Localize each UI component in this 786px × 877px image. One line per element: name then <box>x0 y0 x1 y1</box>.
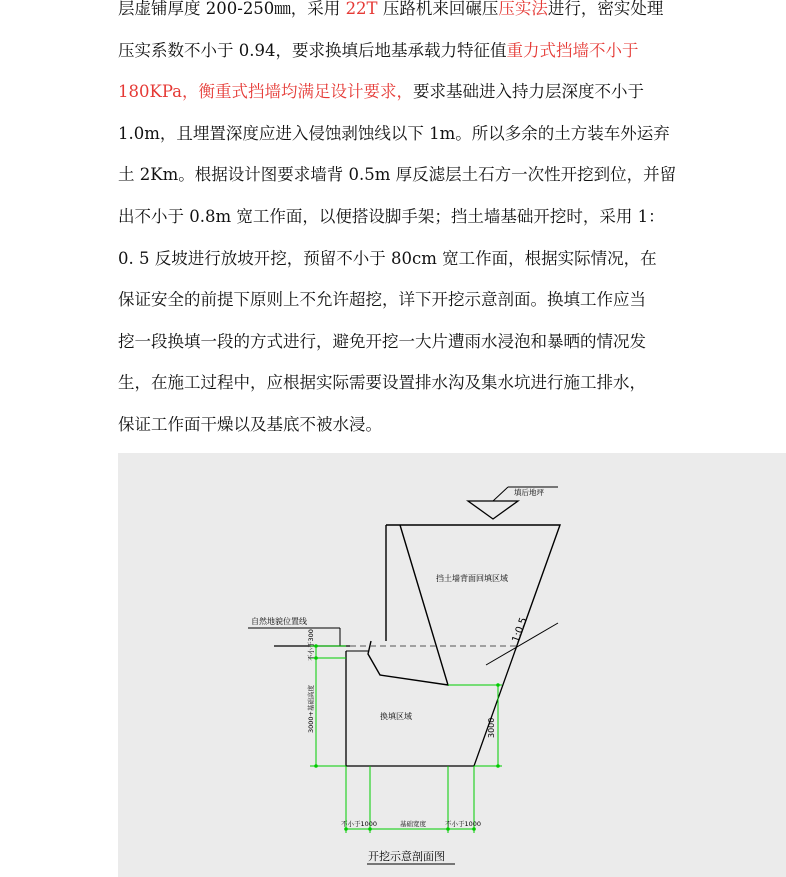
level-leader <box>493 487 508 501</box>
dim-node <box>496 683 500 687</box>
body-paragraph <box>118 0 718 455</box>
bottom-mid-label: 基础宽度 <box>400 820 426 828</box>
text-segment: 保证安全的前提下原则上不允许超挖，详下开挖示意剖面。换填工作应当 <box>118 290 646 310</box>
dim-node <box>314 764 318 768</box>
text-segment: 土 2Km。根据设计图要求墙背 0.5m 厚反滤层土石方一次性开挖到位，并留 <box>118 165 677 185</box>
bottom-left-label: 不小于1000 <box>341 820 378 828</box>
paragraph-line <box>118 413 718 455</box>
highlighted-text: 压实法 <box>498 0 548 18</box>
replacement-zone-label: 换填区域 <box>380 712 412 721</box>
paragraph-line <box>118 371 718 413</box>
paragraph-line <box>118 163 718 205</box>
backfill-zone-outline <box>386 525 560 651</box>
text-segment: 挖一段换填一段的方式进行，避免开挖一大片遭雨水浸泡和暴晒的情况发 <box>118 331 646 351</box>
level-marker-icon <box>468 501 518 519</box>
paragraph-line <box>118 0 718 39</box>
min-300-label: 不小于300 <box>307 629 315 661</box>
paragraph-line <box>118 80 718 122</box>
backfill-zone-label: 挡土墙背面回填区域 <box>436 574 508 583</box>
text-segment: 0. 5 反坡进行放坡开挖，预留不小于 80cm 宽工作面，根据实际情况，在 <box>118 248 657 268</box>
text-segment: 出不小于 0.8m 宽工作面，以便搭设脚手架；挡土墙基础开挖时，采用 1： <box>118 206 665 226</box>
highlighted-text: 22T <box>345 0 378 18</box>
backfill-level-label: 填后地坪 <box>514 488 544 497</box>
text-segment: 压路机来回碾压 <box>377 0 499 18</box>
text-segment: 生，在施工过程中，应根据实际需要设置排水沟及集水坑进行施工排水， <box>118 373 646 393</box>
text-segment: 进行，密实处理 <box>547 0 664 18</box>
highlighted-text: 180KPa，衡重式挡墙均满足设计要求， <box>118 82 414 102</box>
text-segment: 压实系数不小于 0.94，要求换填后地基承载力特征值 <box>118 40 507 60</box>
highlighted-text: 重力式挡墙不小于 <box>506 40 639 60</box>
bottom-right-label: 不小于1000 <box>445 820 482 828</box>
ground-line-label: 自然地貌位置线 <box>251 617 307 626</box>
excavation-pit <box>346 651 515 766</box>
text-segment: 1.0m，且埋置深度应进入侵蚀剥蚀线以下 1m。所以多余的土方装车外运弃 <box>118 123 670 143</box>
text-segment: 层虚铺厚度 200-250㎜，采用 <box>118 0 346 18</box>
figure-caption: 开挖示意剖面图 <box>368 850 445 863</box>
retaining-wall <box>368 525 448 685</box>
text-segment: 要求基础进入持力层深度不小于 <box>413 82 645 102</box>
slope-ratio-label: 1:0.5 <box>510 616 530 645</box>
text-segment: 保证工作面干燥以及基底不被水浸。 <box>118 414 382 434</box>
excavation-section-figure <box>118 453 786 877</box>
dim-node <box>496 764 500 768</box>
paragraph-line <box>118 205 718 247</box>
paragraph-line <box>118 122 718 164</box>
paragraph-line <box>118 288 718 330</box>
excavation-diagram <box>118 453 786 877</box>
left-depth-label: 3000+基础高度 <box>307 685 315 733</box>
paragraph-line <box>118 330 718 372</box>
paragraph-line <box>118 247 718 289</box>
right-depth-label: 3000 <box>487 717 496 738</box>
paragraph-line <box>118 39 718 81</box>
